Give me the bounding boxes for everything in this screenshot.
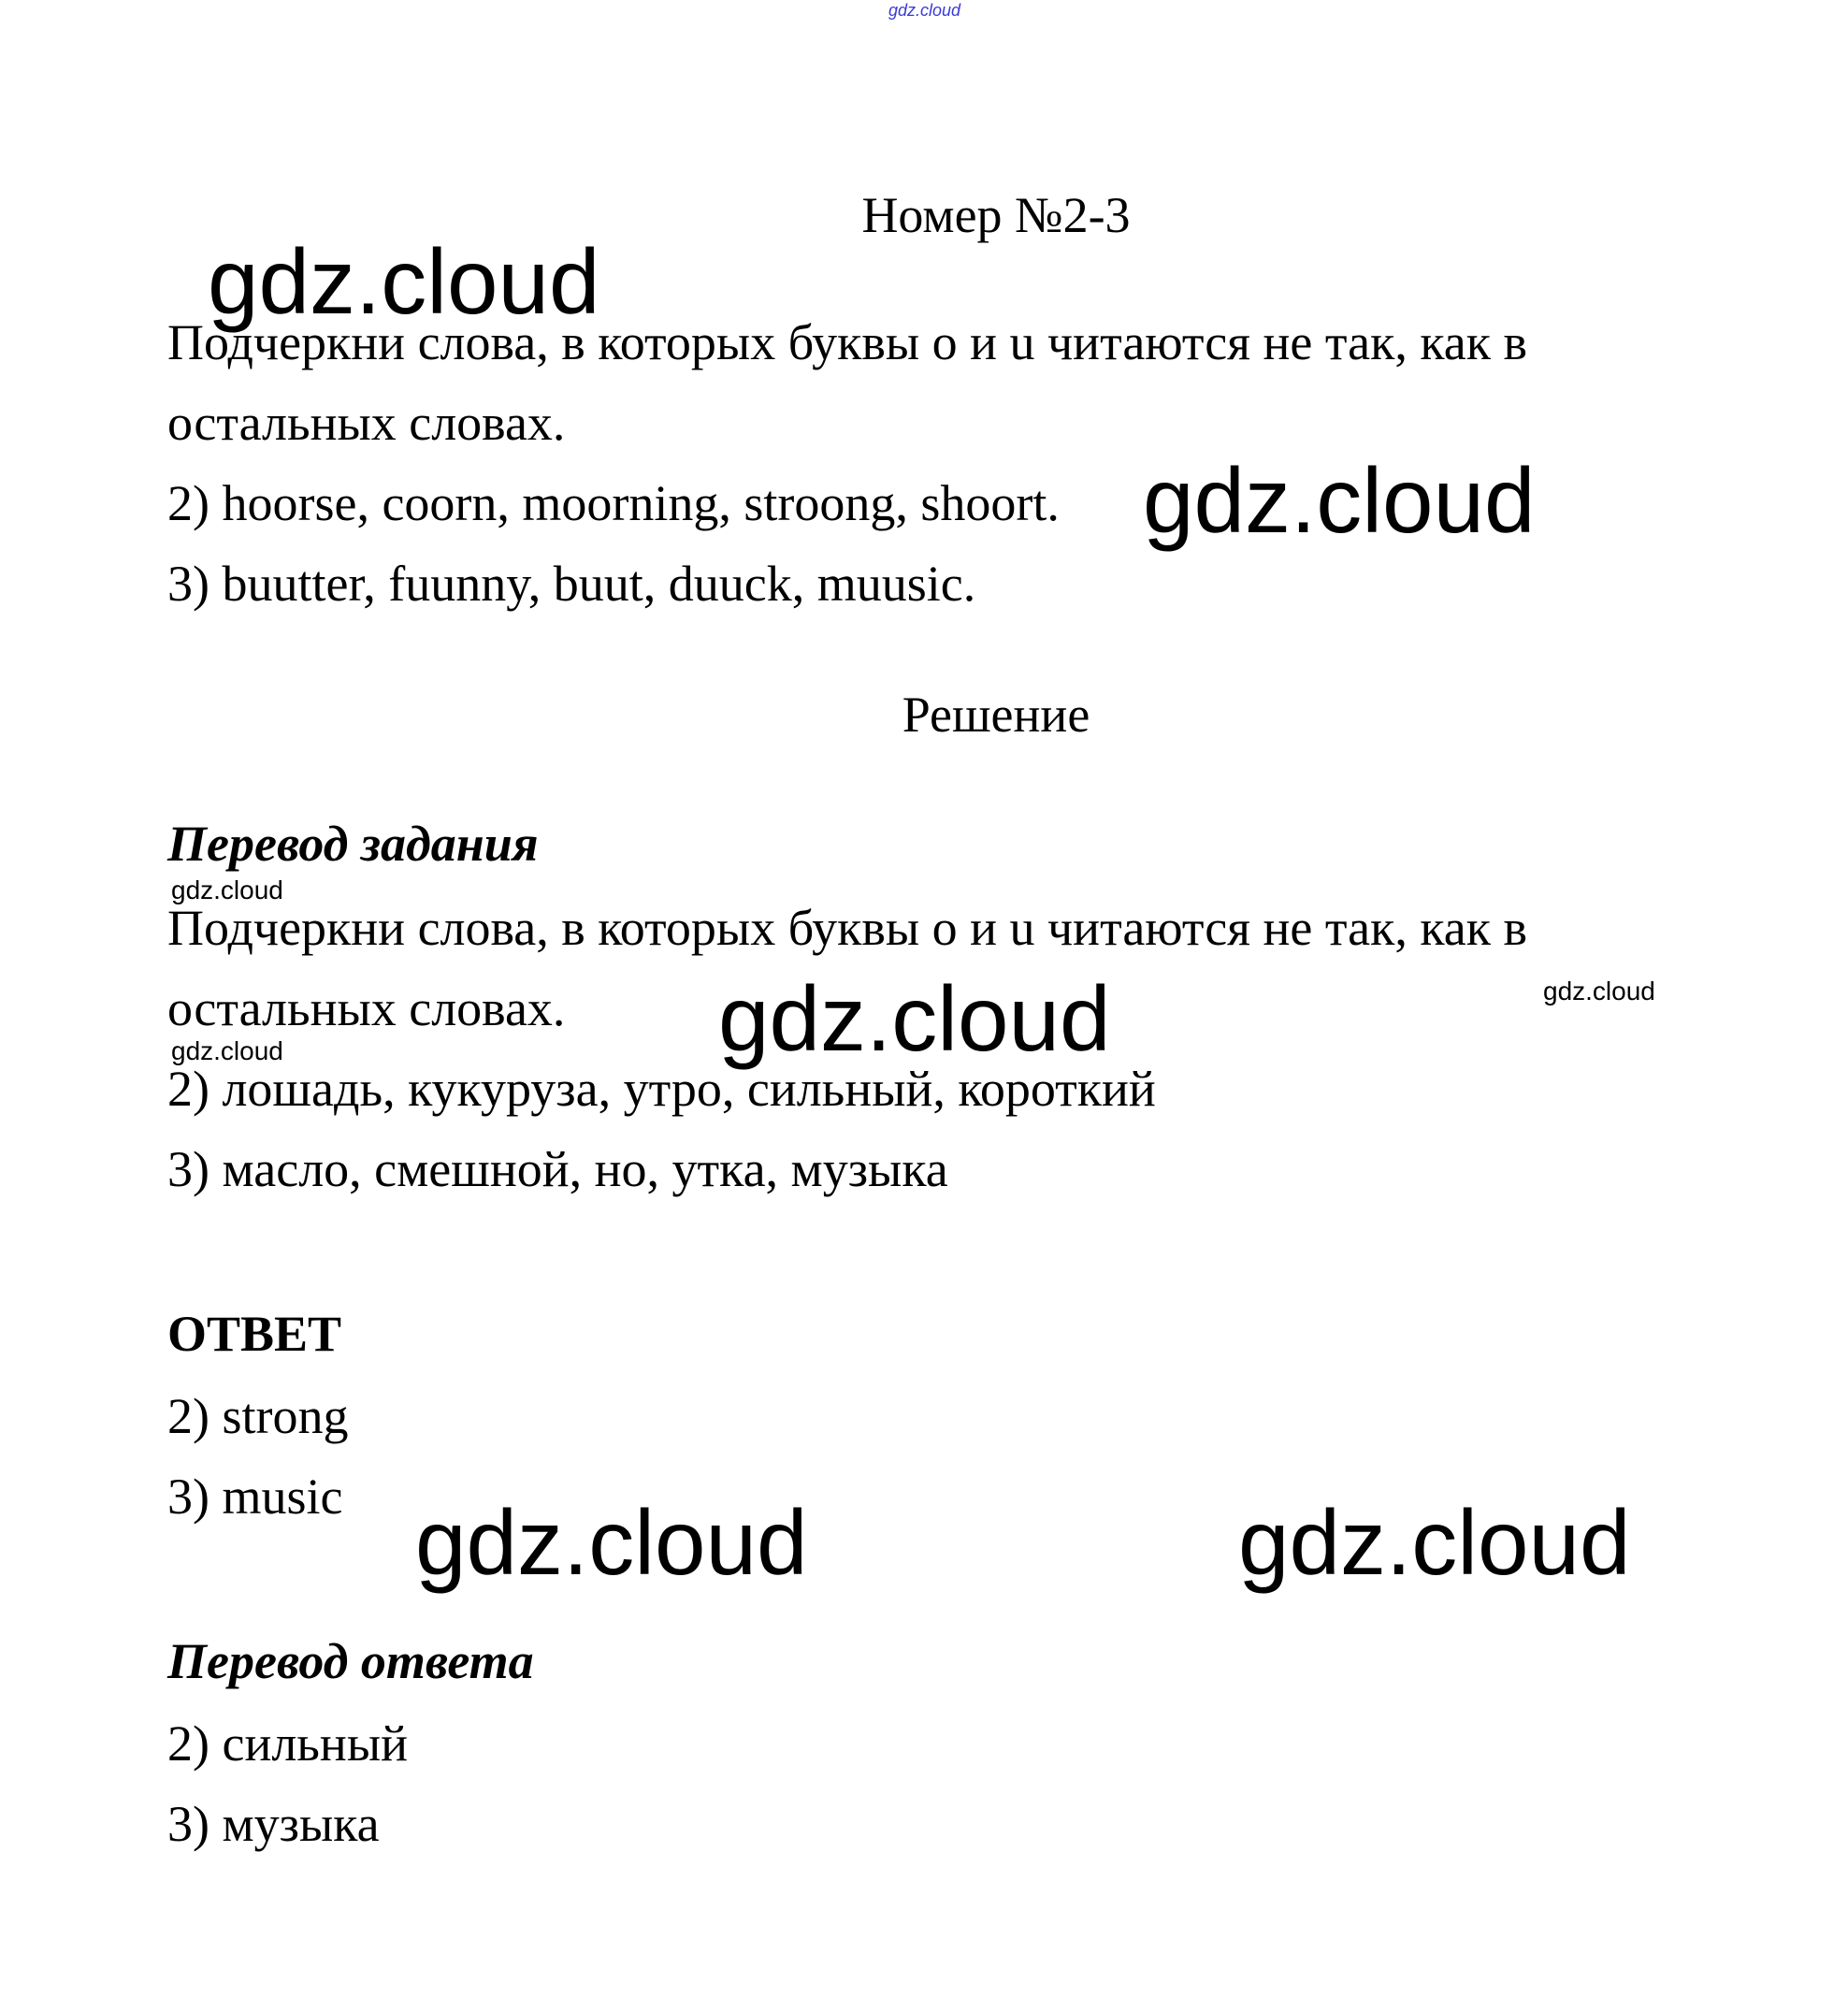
- task-line-1: Подчеркни слова, в которых буквы o и u читаются не так, как в: [167, 314, 1527, 370]
- answer-translation-item-2: 2) сильный: [167, 1715, 409, 1772]
- watermark: gdz.cloud: [171, 875, 283, 904]
- translation-heading: Перевод задания: [167, 816, 539, 872]
- watermark: gdz.cloud: [171, 1036, 283, 1065]
- translation-item-2: 2) лошадь, кукуруза, утро, сильный, короткий: [167, 1061, 1156, 1117]
- watermark: gdz.cloud: [1143, 449, 1536, 552]
- header-watermark: gdz.cloud: [888, 1, 961, 20]
- watermark: gdz.cloud: [718, 967, 1111, 1070]
- translation-line-2: остальных словах.: [167, 980, 566, 1036]
- watermark: gdz.cloud: [208, 230, 600, 333]
- answer-heading: ОТВЕТ: [167, 1306, 342, 1362]
- answer-translation-heading: Перевод ответа: [167, 1633, 534, 1689]
- page-title: Номер №2-3: [861, 187, 1131, 243]
- translation-item-3: 3) масло, смешной, но, утка, музыка: [167, 1141, 948, 1197]
- task-line-2: остальных словах.: [167, 395, 566, 451]
- answer-item-2: 2) strong: [167, 1388, 349, 1444]
- answer-item-3: 3) music: [167, 1468, 343, 1525]
- translation-line-1: Подчеркни слова, в которых буквы o и u читаются не так, как в: [167, 900, 1527, 956]
- task-item-2: 2) hoorse, coorn, moorning, stroong, shoort.: [167, 475, 1060, 531]
- watermark: gdz.cloud: [1238, 1491, 1631, 1594]
- answer-translation-item-3: 3) музыка: [167, 1796, 380, 1852]
- task-item-3: 3) buutter, fuunny, buut, duuck, muusic.: [167, 556, 976, 612]
- solution-title: Решение: [902, 687, 1090, 743]
- watermark: gdz.cloud: [1543, 977, 1655, 1006]
- watermark: gdz.cloud: [415, 1491, 808, 1594]
